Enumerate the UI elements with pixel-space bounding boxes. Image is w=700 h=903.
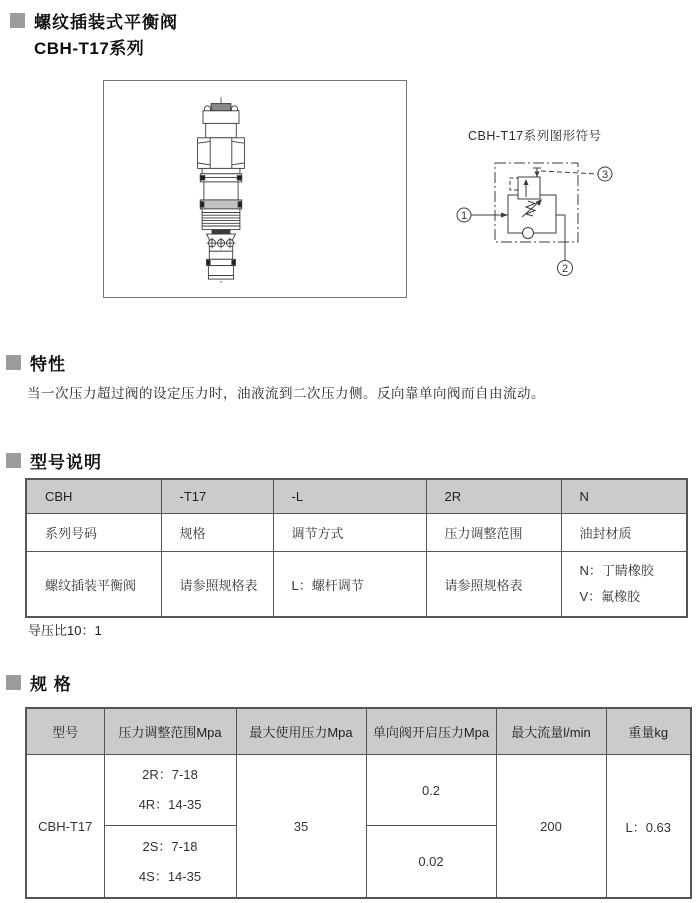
spec-header-cell: 压力调整范围Mpa [104,708,236,755]
model-code-table [25,478,688,618]
model-desc-cell: 螺纹插装平衡阀 [26,552,161,618]
page-title [10,8,178,33]
spec-table [25,707,692,899]
model-label-cell: 油封材质 [561,514,687,552]
port-3-label: 3 [601,169,609,181]
port-2-label: 2 [561,263,569,275]
spec-table-row-r [26,755,691,826]
section-bullet-icon [10,13,25,28]
spec-header-cell: 单向阀开启压力Mpa [366,708,496,755]
spec-section-heading [6,670,72,695]
section-bullet-icon [6,675,21,690]
seal-material-cell [561,552,687,618]
pilot-ratio-note: 导压比10：1 [28,623,102,638]
weight-cell: L：0.63 [606,755,691,899]
valve-drawing-box [103,80,407,298]
features-text: 当一次压力超过阀的设定压力时，油液流到二次压力侧。反向靠单向阀而自由流动。 [27,386,545,401]
seal-option-n: N：丁睛橡胶 [579,563,654,578]
model-code-cell: -L [273,479,426,514]
features-heading [6,350,66,375]
spec-section-heading-text: 规 格 [30,675,72,694]
spec-header-cell: 最大使用压力Mpa [236,708,366,755]
model-table-label-row [26,514,687,552]
symbol-title: CBH-T17系列图形符号 [468,129,602,143]
pressure-range-s-cell [104,826,236,899]
model-table-header-row [26,479,687,514]
range-4s: 4S：14-35 [138,868,202,884]
model-code-cell: 2R [426,479,561,514]
model-label-cell: 调节方式 [273,514,426,552]
spec-header-cell: 最大流量l/min [496,708,606,755]
hydraulic-symbol [438,150,648,300]
model-label-cell: 规格 [161,514,273,552]
pressure-range-r-cell [104,755,236,826]
spec-header-cell: 型号 [26,708,104,755]
model-label-cell: 压力调整范围 [426,514,561,552]
model-section-heading [6,448,102,473]
port-1-label: 1 [460,210,468,222]
series-title: CBH-T17系列 [34,39,145,58]
section-bullet-icon [6,355,21,370]
check-open-pressure-s-cell: 0.02 [366,826,496,899]
features-heading-text: 特性 [30,355,66,374]
model-label-cell: 系列号码 [26,514,161,552]
spec-model-cell: CBH-T17 [26,755,104,899]
model-section-heading-text: 型号说明 [30,453,102,472]
model-desc-cell: 请参照规格表 [161,552,273,618]
model-code-cell: -T17 [161,479,273,514]
page-title-text: 螺纹插装式平衡阀 [34,13,178,32]
section-bullet-icon [6,453,21,468]
max-flow-cell: 200 [496,755,606,899]
range-2r: 2R：7-18 [142,767,198,782]
model-code-cell: CBH [26,479,161,514]
model-table-value-row [26,552,687,618]
seal-option-v: V：氟橡胶 [579,589,641,604]
spec-table-header-row [26,708,691,755]
range-2s: 2S：7-18 [142,838,198,854]
range-4r: 4R：14-35 [138,797,202,812]
model-desc-cell: L：螺杆调节 [273,552,426,618]
max-pressure-cell: 35 [236,755,366,899]
valve-drawing [176,97,266,283]
model-code-cell: N [561,479,687,514]
spec-header-cell: 重量kg [606,708,691,755]
check-open-pressure-r-cell: 0.2 [366,755,496,826]
model-desc-cell: 请参照规格表 [426,552,561,618]
